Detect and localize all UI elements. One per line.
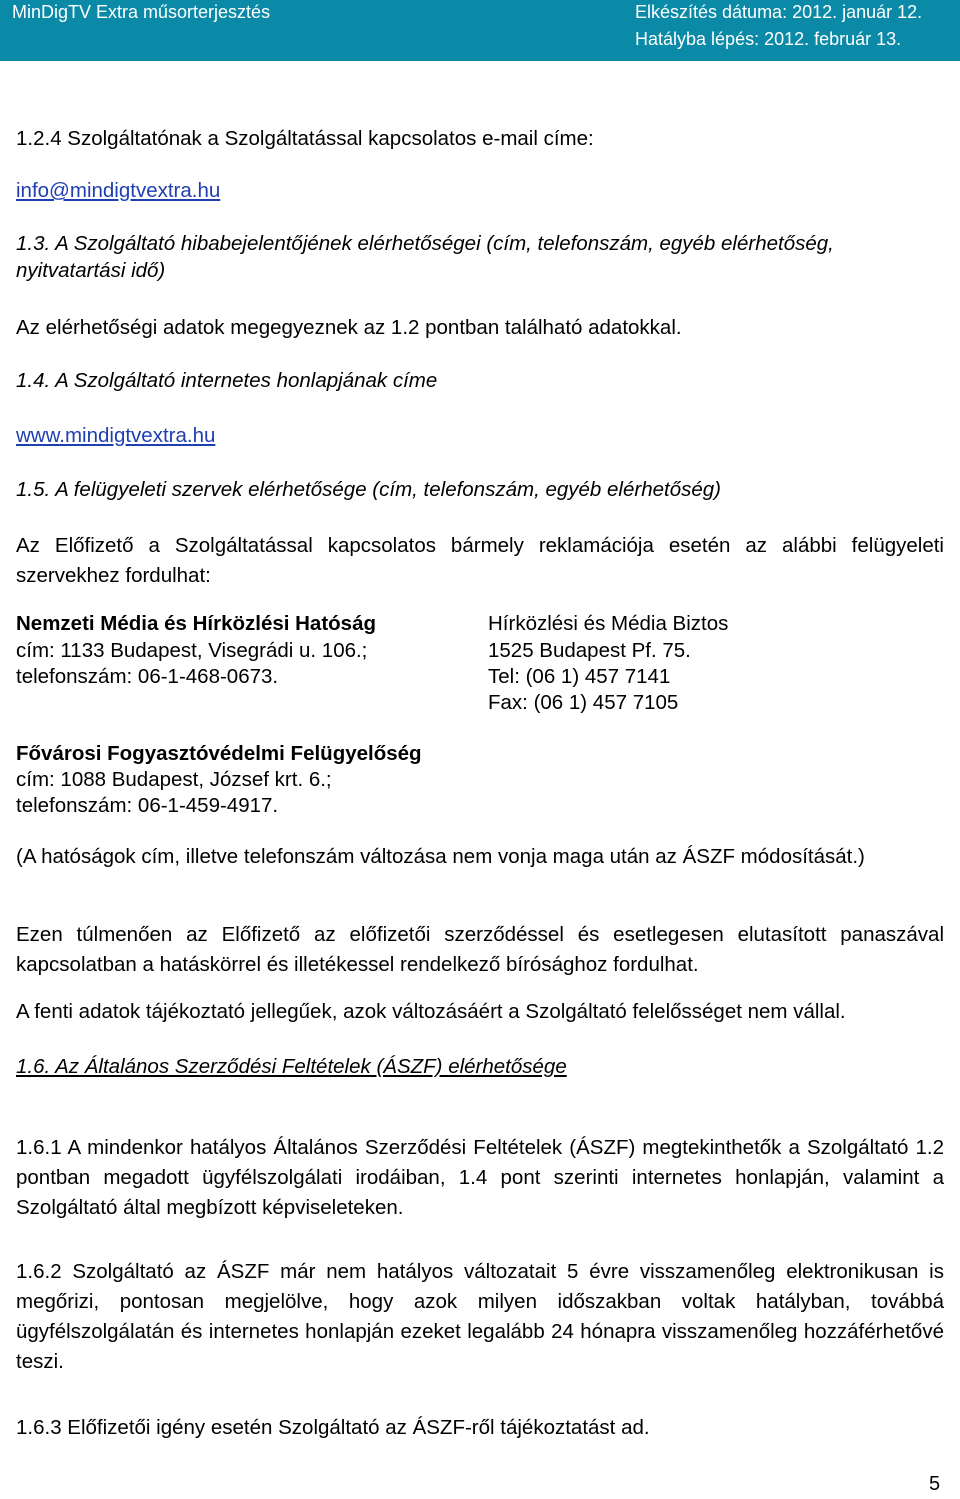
section-1-3-text: Az elérhetőségi adatok megegyeznek az 1.2 pontban található adatokkal. [16,316,682,339]
document-title: MinDigTV Extra műsorterjesztés [12,2,271,22]
section-1-5-heading: 1.5. A felügyeleti szervek elérhetősége (cím, telefonszám, egyéb elérhetőség) [16,478,721,501]
section-1-6-3: 1.6.3 Előfizetői igény esetén Szolgáltató az ÁSZF-ről tájékoztatást ad. [16,1416,650,1439]
commissioner-tel: Tel: (06 1) 457 7141 [488,665,671,688]
section-1-6-1: 1.6.1 A mindenkor hatályos Általános Szerződési Feltételek (ÁSZF) megtekinthetők a Szolgáltató 1.2 pontban megadott ügyfélszolgálati irodáiban, 1.4 pont szerinti internetes honlapján, valamint a Szolgáltató által megbízott képviseleteken. [16,1136,944,1219]
section-1-4-heading: 1.4. A Szolgáltató internetes honlapjának címe [16,369,438,392]
section-1-5-intro: Az Előfizető a Szolgáltatással kapcsolatos bármely reklamációja esetén az alábbi felügyeleti szervekhez fordulhat: [16,534,944,587]
consumer-office-name: Fővárosi Fogyasztóvédelmi Felügyelőség [16,742,422,765]
commissioner-name: Hírközlési és Média Biztos [488,612,729,635]
section-1-6-2: 1.6.2 Szolgáltató az ÁSZF már nem hatályos változatait 5 évre visszamenőleg elektronikusan is megőrizi, pontosan megjelölve, hogy azok milyen időszakban voltak hatályban, továbbá ügyfélszolgálatán és internetes honlapján ezeket legalább 24 hónapra visszamenőleg hozzáférhetővé teszi. [16,1260,944,1373]
court-paragraph: Ezen túlmenően az Előfizető az előfizetői szerződéssel és esetlegesen elutasított panaszával kapcsolatban a hatáskörrel és illetékessel rendelkező bírósághoz fordulhat. [16,923,944,976]
consumer-office-address: cím: 1088 Budapest, József krt. 6.; [16,768,332,791]
nmhh-name: Nemzeti Média és Hírközlési Hatóság [16,612,377,635]
section-1-3-heading-line1: 1.3. A Szolgáltató hibabejelentőjének elérhetőségei (cím, telefonszám, egyéb elérhetőség, [16,232,834,255]
creation-date: Elkészítés dátuma: 2012. január 12. [635,2,923,22]
section-1-3-heading-line2: nyitvatartási idő) [16,259,166,282]
email-link[interactable]: info@mindigtvextra.hu [16,179,221,202]
section-1-6-heading: 1.6. Az Általános Szerződési Feltételek (ÁSZF) elérhetősége [16,1055,567,1078]
page-header [0,0,960,61]
commissioner-address: 1525 Budapest Pf. 75. [488,639,691,662]
consumer-office-phone: telefonszám: 06-1-459-4917. [16,794,279,817]
nmhh-phone: telefonszám: 06-1-468-0673. [16,665,279,688]
nmhh-address: cím: 1133 Budapest, Visegrádi u. 106.; [16,639,368,662]
change-note: (A hatóságok cím, illetve telefonszám változása nem vonja maga után az ÁSZF módosítását.) [16,845,865,868]
commissioner-fax: Fax: (06 1) 457 7105 [488,691,679,714]
page-number: 5 [929,1473,941,1495]
website-link[interactable]: www.mindigtvextra.hu [16,424,216,447]
disclaimer-paragraph: A fenti adatok tájékoztató jellegűek, azok változásáért a Szolgáltató felelősséget nem vállal. [16,1000,846,1023]
effective-date: Hatályba lépés: 2012. február 13. [635,29,902,49]
section-1-2-4-heading: 1.2.4 Szolgáltatónak a Szolgáltatással kapcsolatos e-mail címe: [16,127,594,150]
